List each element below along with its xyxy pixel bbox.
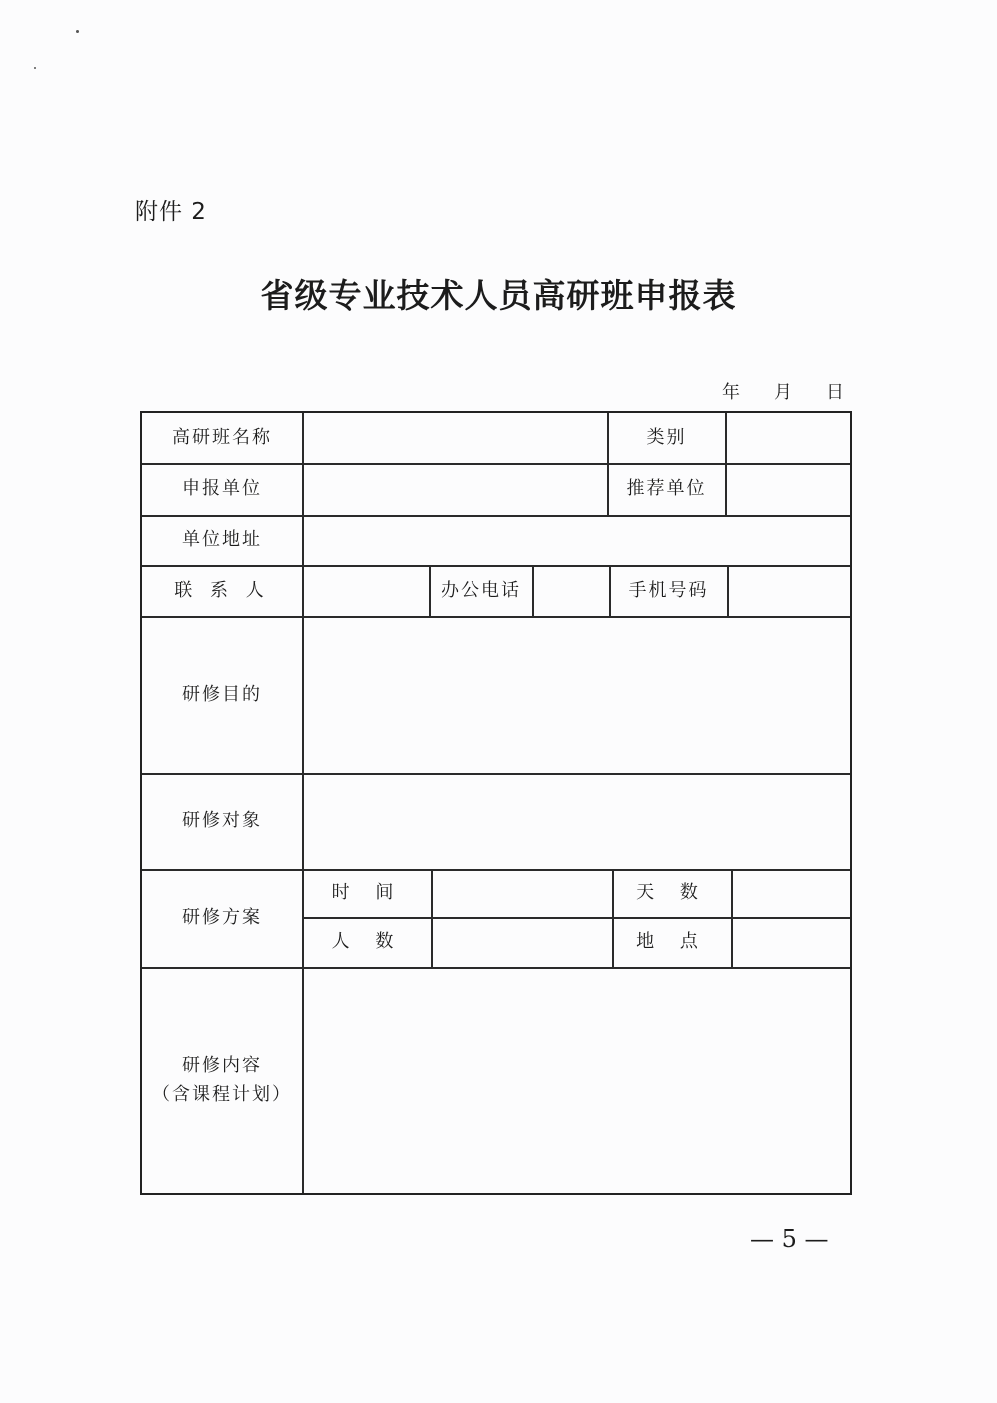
scan-mark <box>34 67 36 69</box>
contact-person-label: 联 系 人 <box>174 579 270 601</box>
mobile-number-label: 手机号码 <box>628 579 709 601</box>
training-content-label-group <box>142 968 302 1193</box>
location-label: 地 点 <box>636 931 708 953</box>
training-target-label: 研修对象 <box>182 810 262 832</box>
application-form-table <box>140 411 852 1195</box>
column-divider <box>725 413 727 515</box>
column-divider <box>727 565 729 616</box>
column-divider <box>431 869 433 967</box>
page-number: — 5 — <box>750 1225 829 1253</box>
date-day-label: 日 <box>826 382 844 403</box>
office-phone-label: 办公电话 <box>441 579 521 601</box>
training-content-note: （含课程计划） <box>152 1083 292 1105</box>
time-label: 时 间 <box>331 882 404 904</box>
applicant-unit-label: 申报单位 <box>182 478 262 500</box>
course-name-label: 高研班名称 <box>172 426 272 448</box>
training-purpose-label: 研修目的 <box>182 683 262 705</box>
headcount-label: 人 数 <box>331 931 404 953</box>
training-plan-label: 研修方案 <box>182 907 262 929</box>
column-divider <box>731 869 733 967</box>
form-title: 省级专业技术人员高研班申报表 <box>260 276 737 315</box>
days-label: 天 数 <box>636 882 708 904</box>
date-year-label: 年 <box>722 382 740 403</box>
column-divider <box>532 565 534 616</box>
category-label: 类别 <box>646 426 687 448</box>
training-content-label: 研修内容 <box>182 1054 262 1076</box>
unit-address-label: 单位地址 <box>182 529 262 551</box>
attachment-label: 附件 2 <box>135 199 207 225</box>
column-divider <box>302 413 304 1193</box>
date-line <box>722 378 844 404</box>
scan-mark <box>76 30 79 33</box>
recommending-unit-label: 推荐单位 <box>626 478 707 500</box>
date-month-label: 月 <box>774 382 792 403</box>
